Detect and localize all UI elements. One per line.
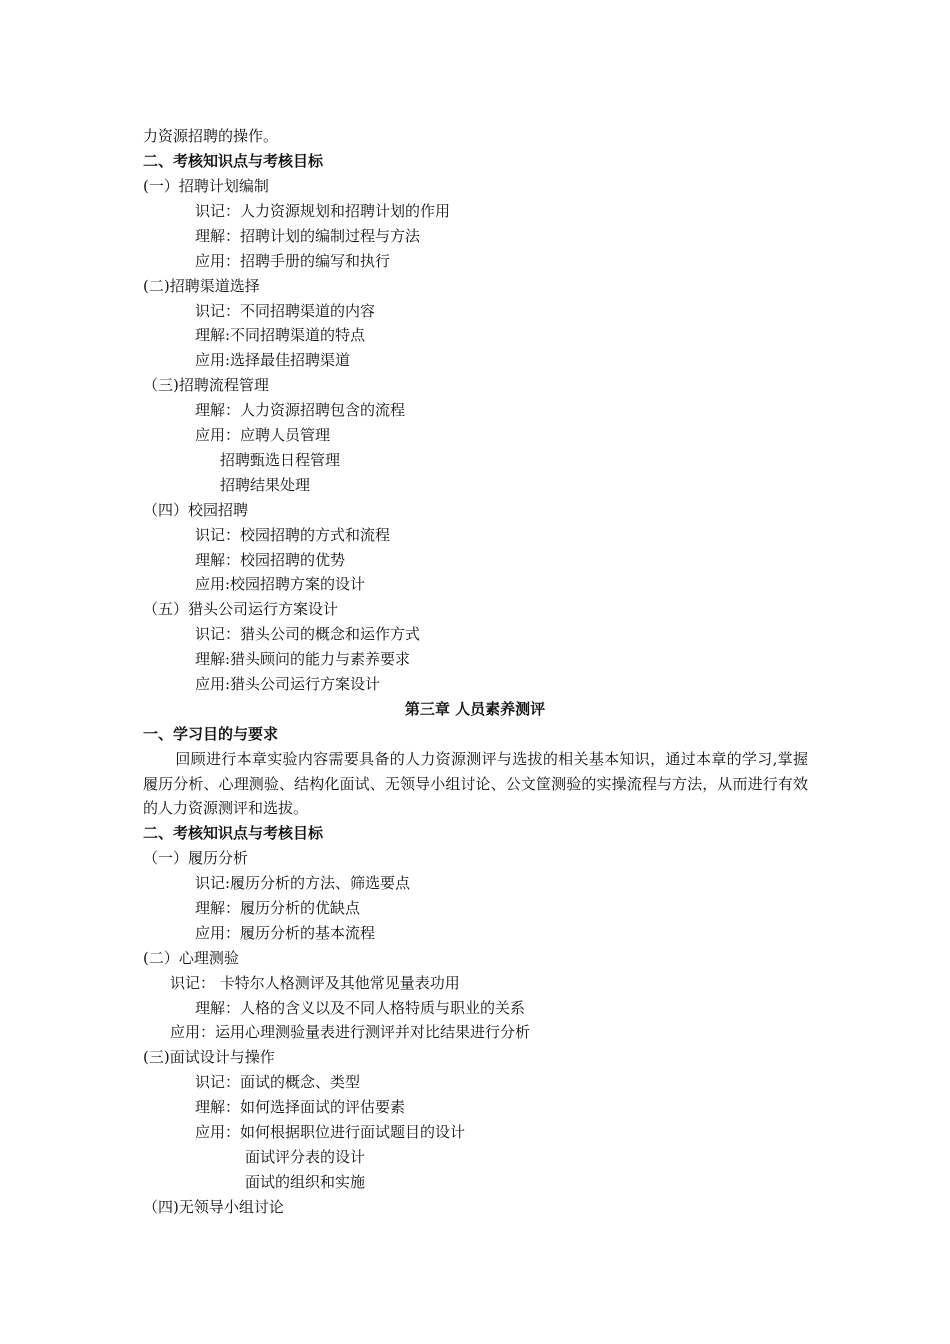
text-line: (一）招聘计划编制: [143, 177, 269, 195]
chapter-intro-paragraph: [143, 747, 808, 821]
section-heading: 二、考核知识点与考核目标: [143, 152, 324, 170]
paragraph-text: 回顾进行本章实验内容需要具备的人力资源测评与选拔的相关基本知识，通过本章的学习,掌握履历分析、心理测验、结构化面试、无领导小组讨论、公文筐测验的实操流程与方法，从而进行有效的人力资源测评和选拔。: [143, 750, 808, 817]
text-line: 理解：人力资源招聘包含的流程: [195, 401, 406, 419]
text-line: 理解:猎头顾问的能力与素养要求: [195, 650, 411, 668]
section-heading: 一、学习目的与要求: [143, 725, 279, 743]
text-line: 识记：校园招聘的方式和流程: [195, 526, 391, 544]
text-line: 识记:履历分析的方法、筛选要点: [195, 874, 411, 892]
text-line: 招聘甄选日程管理: [220, 451, 341, 469]
text-line: 识记：猎头公司的概念和运作方式: [195, 625, 421, 643]
text-line: 理解：如何选择面试的评估要素: [195, 1098, 406, 1116]
text-line: (三)面试设计与操作: [143, 1048, 275, 1066]
text-line: 应用：如何根据职位进行面试题目的设计: [195, 1123, 466, 1141]
text-line: 应用：应聘人员管理: [195, 426, 331, 444]
text-line: 力资源招聘的操作。: [143, 127, 279, 145]
text-line: 招聘结果处理: [220, 476, 311, 494]
text-line: （五）猎头公司运行方案设计: [143, 600, 339, 618]
text-line: 应用：运用心理测验量表进行测评并对比结果进行分析: [170, 1023, 531, 1041]
text-line: (二）心理测验: [143, 949, 239, 967]
section-heading: 二、考核知识点与考核目标: [143, 824, 324, 842]
text-line: 识记：人力资源规划和招聘计划的作用: [195, 202, 451, 220]
text-line: 面试评分表的设计: [245, 1148, 366, 1166]
text-line: 应用:选择最佳招聘渠道: [195, 351, 351, 369]
text-line: 理解:不同招聘渠道的特点: [195, 326, 366, 344]
text-line: 理解：人格的含义以及不同人格特质与职业的关系: [195, 999, 526, 1017]
text-line: 应用:校园招聘方案的设计: [195, 575, 366, 593]
text-line: 面试的组织和实施: [245, 1173, 366, 1191]
text-line: 应用：履历分析的基本流程: [195, 924, 376, 942]
text-line: 识记： 卡特尔人格测评及其他常见量表功用: [170, 974, 460, 992]
text-line: 应用：招聘手册的编写和执行: [195, 252, 391, 270]
text-line: 理解：招聘计划的编制过程与方法: [195, 227, 421, 245]
text-line: 识记：面试的概念、类型: [195, 1073, 361, 1091]
section-heading: 第三章 人员素养测评: [404, 700, 546, 718]
text-line: （三)招聘流程管理: [143, 376, 269, 394]
text-line: 理解：校园招聘的优势: [195, 551, 346, 569]
text-line: 识记：不同招聘渠道的内容: [195, 302, 376, 320]
text-line: 理解：履历分析的优缺点: [195, 899, 361, 917]
text-line: （四)无领导小组讨论: [143, 1198, 284, 1216]
text-line: 应用:猎头公司运行方案设计: [195, 675, 381, 693]
text-line: (二)招聘渠道选择: [143, 277, 260, 295]
text-line: （一）履历分析: [143, 849, 249, 867]
text-line: （四）校园招聘: [143, 501, 249, 519]
